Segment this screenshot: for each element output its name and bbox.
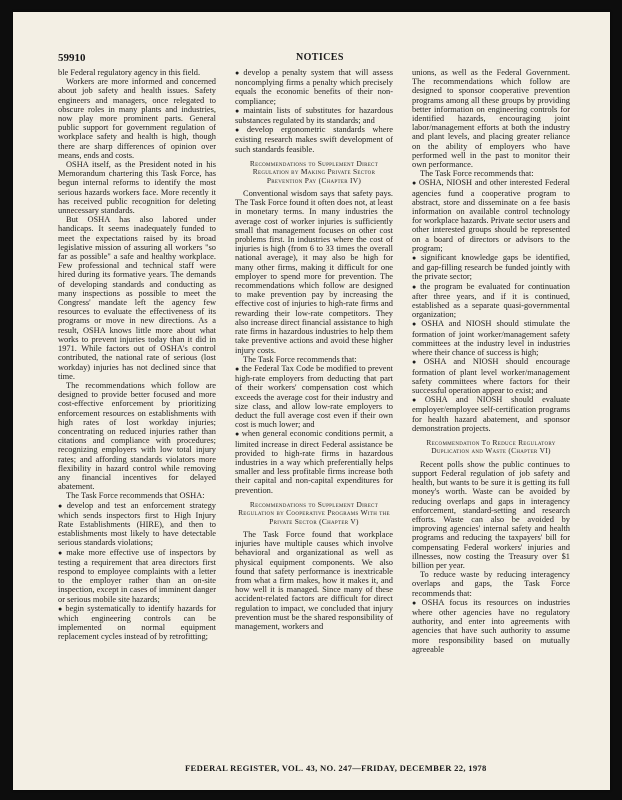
bullet-icon: ● [412,282,419,291]
paragraph: To reduce waste by reducing interagency overlaps and gaps, the Task Force recommends that: [412,570,570,598]
bullet-icon: ● [235,364,240,373]
bullet-text: develop and test an enforcement strategy which sends inspectors first to High Injury Rate Establishments (HIRE), and then to establishments most likely to have detectable serious standards violations; [58,500,216,548]
section-heading: Recommendations to Supplement Direct Regulation by Cooperative Programs With the Private Sector (Chapter V) [238,499,390,526]
bullet-icon: ● [58,604,64,613]
bullet-icon: ● [58,501,65,510]
bullet-item [58,604,216,642]
paragraph: OSHA itself, as the President noted in his Memorandum chartering this Task Force, has begun internal reforms to identify the most serious hazards workers face. More recently it has received public recognition for deleting unnecessary standards. [58,160,216,216]
bullet-icon: ● [58,548,65,557]
bullet-icon: ● [412,598,420,607]
page-number: 59910 [58,52,86,64]
paragraph: Workers are more informed and concerned about job safety and health issues. Safety engineers and managers, once relegated to obscure roles in many plants and industries, now play more prominent parts. General public support for government regulation of workplace safety and health is high, though there are sharp differences of opinion over means, ends and costs. [58,77,216,160]
bullet-icon: ● [412,254,419,263]
bullet-item [412,357,570,395]
bullet-item [412,178,570,253]
bullet-text: OSHA and NIOSH should encourage formation of plant level worker/management safety committees where factors for their successful operation appear to exist; and [412,357,570,395]
text-column-left [58,68,216,744]
paragraph: But OSHA has also labored under handicaps. It seems inadequately funded to meet the expectations raised by its broad legislative mission of assuring all workers "so far as possible" a safe and healthy workplace. Few professional and technical staff were hired during its formative years. The demands of developing standards and conducting as many inspections as possible to meet the Congress' mandate left the agency few resources to evaluate the effectiveness of its programs or move in new directions. As a result, OSHA knows little more about what works to prevent injuries today than it did in 1971. While factors out of OSHA's control contributed, the national rate of serious (lost workday) injuries has not declined since that time. [58,215,216,381]
bullet-text: OSHA and NIOSH should evaluate employer/employee self-certification programs for health hazard abatement, and sponsor demonstration projects. [412,395,570,433]
bullet-text: when general economic conditions permit, a limited increase in direct Federal assistance be provided to high-rate firms in hazardous industries in a way which preferentially helps smaller and less profitable firms increase both their capital and non-capital expenditures for prevention. [235,429,393,495]
bullet-text: OSHA and NIOSH should stimulate the formation of joint worker/management safety committees at the industry level in industries where their chance of success is high; [412,319,570,358]
bullet-icon: ● [235,106,242,115]
bullet-item [412,598,570,654]
section-heading: Recommendation To Reduce Regulatory Duplication and Waste (Chapter VI) [426,437,556,456]
bullet-icon: ● [412,358,422,367]
bullet-item [58,548,216,604]
bullet-item [235,68,393,106]
bullet-item [412,253,570,282]
bullet-item [58,501,216,548]
section-heading: Recommendations to Supplement Direct Regulation by Making Private Sector Prevention Pay (Chapter IV) [249,158,379,185]
page-header-title: NOTICES [296,52,344,63]
bullet-icon: ● [412,320,420,329]
text-column-middle [235,68,393,744]
paragraph: The Task Force found that workplace injuries have multiple causes which involve behavioral and organizational as well as physical equipment components. We also found that safety performance is inextricable from what a firm makes, how it makes it, and how well it is managed. Since many of these accident-related factors are difficult for direct regulation to impact, we concluded that injury prevention must be the shared responsibility of management, workers and [235,529,393,631]
bullet-icon: ● [235,69,242,77]
paragraph: The Task Force recommends that: [420,169,534,179]
paragraph: unions, as well as the Federal Government. The recommendations which follow are designed to sponsor cooperative prevention programs among all these groups by providing better information on engineering controls for identified hazards, encouraging joint labor/management efforts at both the industry and plant levels, and placing greater reliance on the ability of employers who have performed well in the past to monitor their own performance. [412,68,570,170]
bullet-text: the Federal Tax Code be modified to prevent high-rate employers from deducting that part of their workers' compensation cost which exceeds the average cost for their industry and size class, and allow low-rate employers to deduct the full average cost even if their own cost is much lower; and [235,363,393,430]
bullet-icon: ● [412,396,423,405]
paragraph: Conventional wisdom says that safety pays. The Task Force found it often does not, at least in monetary terms. In many industries the average cost of worker injuries is sufficiently small that management focuses on other cost problems first. In industries where the cost of injuries is high (from 6 to 33 times the overall national average), it may also be high for many other firms, making it difficult for one employer to spend more for prevention. The recommendations which follow are designed to make prevention pay by increasing the effective cost of injuries to high-rate firms and rewarding their low-rate competitors. They also increase direct financial assistance to high rate firms in hazardous industries to help them take preventive actions and avoid these higher injury costs. [235,189,393,355]
bullet-text: develop a penalty system that will assess noncomplying firms a penalty which precisely equals the economic benefits of their non-compliance; [235,68,393,106]
bullet-item [235,125,393,154]
bullet-text: the program be evaluated for continuation after three years, and if it is continued, established as a separate quasi-governmental organization; [412,281,570,320]
bullet-icon: ● [235,430,240,439]
page-footer: FEDERAL REGISTER, VOL. 43, NO. 247—FRIDAY, DECEMBER 22, 1978 [185,763,487,773]
bullet-text: OSHA focus its resources on industries where other agencies have no regulatory authority, and enter into agreements with agencies that have such authority to assume more responsibility based on mutually agreeable [412,597,570,654]
paragraph: Recent polls show the public continues to support Federal regulation of job safety and health, but wants to be sure it is getting its full money's worth. Waste can be avoided by reducing overlaps and gaps in interagency enforcement, standard-setting and research efforts. Waste can also be avoided by improving agencies' internal safety and health programs and reducing the taxpayers' bill for compensating Federal workers' injuries and illnesses, now costing the Treasury over $1 billion per year. [412,459,570,570]
paragraph: ble Federal regulatory agency in this field. [58,68,201,77]
bullet-icon: ● [412,179,417,188]
bullet-text: maintain lists of substitutes for hazardous substances regulated by its standards; and [235,105,393,126]
bullet-text: develop ergonometric standards where existing research makes swift development of such standards feasible. [235,125,393,154]
text-column-right [412,68,570,744]
paragraph: The Task Force recommends that OSHA: [66,491,205,501]
bullet-text: significant knowledge gaps be identified, and gap-filling research be funded jointly with the private sector; [412,253,570,282]
bullet-item [235,106,393,125]
bullet-icon: ● [235,126,245,135]
bullet-item [412,282,570,320]
bullet-text: begin systematically to identify hazards for which engineering controls can be implemented on normal equipment replacement cycles instead of by retrofitting; [58,603,216,642]
bullet-text: make more effective use of inspectors by testing a requirement that area directors first respond to employee complaints with a letter to the employer rather than an on-site inspection, except in cases of imminent danger or serious mobile site hazards; [58,547,216,604]
bullet-item [235,364,393,429]
bullet-item [412,395,570,433]
bullet-item [235,429,393,494]
bullet-item [412,319,570,357]
paragraph: The recommendations which follow are designed to provide better focused and more cost-effective enforcement by prioritizing enforcement resources on establishments with high rates of lost workday injuries; concentrating on reduced injuries rather than citations and compliance with procedures; recognizing employers with low total injury rates; and affording standards violators more flexibility in hazard control while removing any financial incentives for delayed abatement. [58,380,216,492]
document-page [13,12,610,790]
paragraph: The Task Force recommends that: [243,354,357,364]
bullet-text: OSHA, NIOSH and other interested Federal agencies fund a cooperative program to abstract, store and disseminate on a fee basis information on available control technology for workplace hazards. Private sector users and other interested groups should be represented on a board of directors or advisors to the program; [412,178,570,253]
